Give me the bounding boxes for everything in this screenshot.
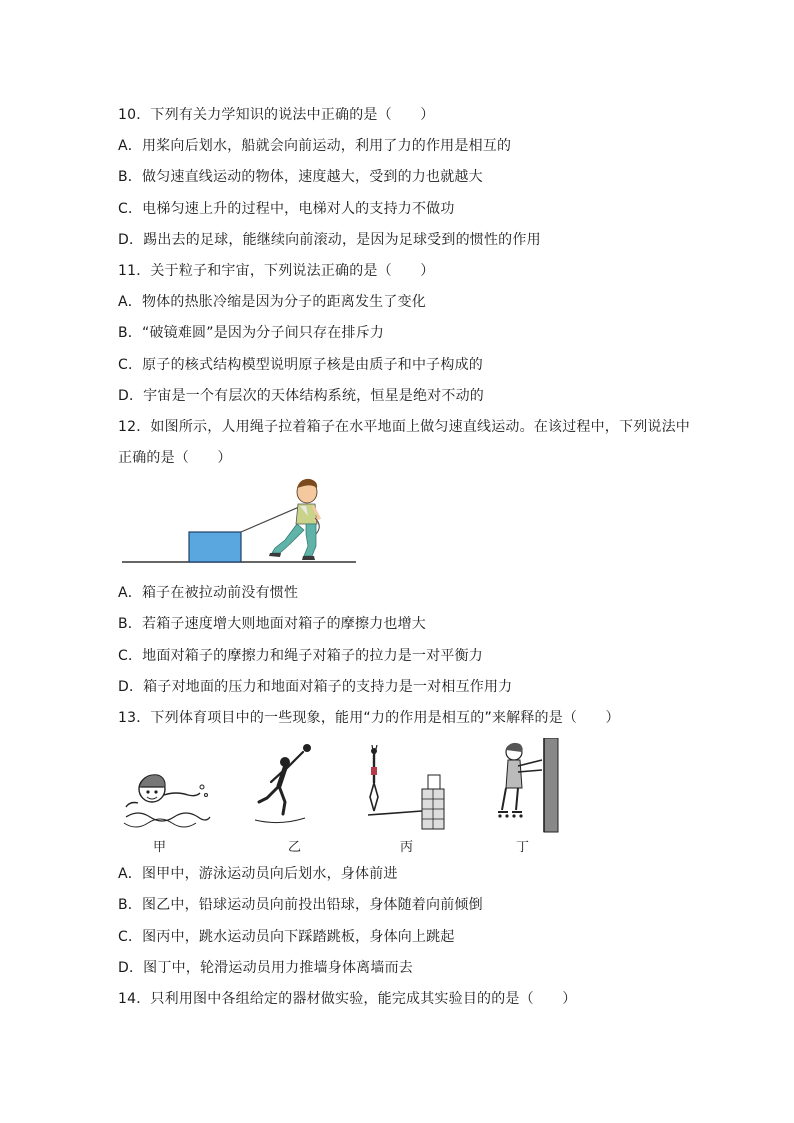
question-13-option-d: D．图丁中，轮滑运动员用力推墙身体离墙而去 — [118, 960, 413, 976]
question-13-option-b: B．图乙中，铅球运动员向前投出铅球，身体随着向前倾倒 — [118, 897, 483, 913]
question-13-stem: 13．下列体育项目中的一些现象，能用“力的作用是相互的”来解释的是（ ） — [118, 710, 620, 726]
figure-yi-shotput — [245, 740, 320, 830]
question-10-stem: 10．下列有关力学知识的说法中正确的是（ ） — [118, 107, 435, 123]
figure-ding-skater — [490, 738, 562, 833]
figure-jia-swimmer — [118, 765, 213, 835]
question-10-option-c: C．电梯匀速上升的过程中，电梯对人的支持力不做功 — [118, 201, 455, 217]
question-11-option-a: A．物体的热胀冷缩是因为分子的距离发生了变化 — [118, 294, 426, 310]
question-11-option-b: B．“破镜难圆”是因为分子间只存在排斥力 — [118, 325, 385, 341]
question-11-stem: 11．关于粒子和宇宙，下列说法正确的是（ ） — [118, 263, 435, 279]
question-12-option-a: A．箱子在被拉动前没有惯性 — [118, 585, 299, 601]
figure-bing-diving — [362, 745, 447, 835]
caption-bing: 丙 — [400, 840, 414, 855]
question-11-option-d: D．宇宙是一个有层次的天体结构系统，恒星是绝对不动的 — [118, 388, 484, 404]
caption-jia: 甲 — [153, 840, 167, 855]
caption-yi: 乙 — [288, 840, 302, 855]
box — [189, 532, 241, 562]
question-12-option-c: C．地面对箱子的摩擦力和绳子对箱子的拉力是一对平衡力 — [118, 648, 483, 664]
question-12-option-d: D．箱子对地面的压力和地面对箱子的支持力是一对相互作用力 — [118, 679, 513, 695]
question-13-option-c: C．图丙中，跳水运动员向下踩踏跳板，身体向上跳起 — [118, 929, 455, 945]
question-12-stem-line2: 正确的是（ ） — [118, 450, 232, 466]
question-12-option-b: B．若箱子速度增大则地面对箱子的摩擦力也增大 — [118, 616, 427, 632]
question-10-option-b: B．做匀速直线运动的物体，速度越大，受到的力也就越大 — [118, 169, 483, 185]
question-12-stem-line1: 12．如图所示，人用绳子拉着箱子在水平地面上做匀速直线运动。在该过程中，下列说法中 — [118, 419, 691, 435]
person-pulling — [269, 479, 319, 560]
caption-ding: 丁 — [516, 840, 530, 855]
question-14-stem: 14．只利用图中各组给定的器材做实验，能完成其实验目的的是（ ） — [118, 991, 577, 1007]
question-11-option-c: C．原子的核式结构模型说明原子核是由质子和中子构成的 — [118, 357, 483, 373]
box-pulling-figure — [120, 476, 360, 568]
question-10-option-d: D．踢出去的足球，能继续向前滚动，是因为足球受到的惯性的作用 — [118, 232, 541, 248]
question-13-option-a: A．图甲中，游泳运动员向后划水，身体前进 — [118, 866, 398, 882]
question-10-option-a: A．用桨向后划水，船就会向前运动，利用了力的作用是相互的 — [118, 138, 512, 154]
